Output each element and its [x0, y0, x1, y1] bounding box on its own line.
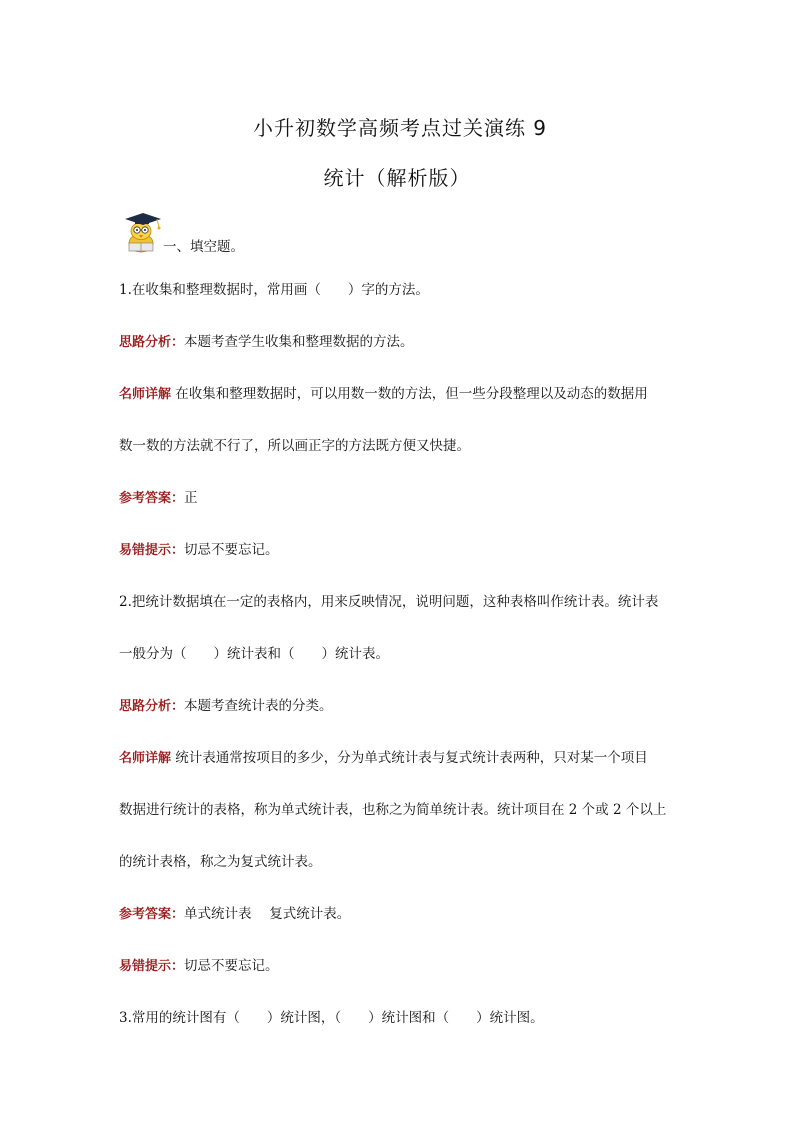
analysis-text: 本题考查统计表的分类。	[184, 698, 333, 714]
q2-explain-line-1	[119, 748, 689, 769]
tip-label: 易错提示：	[119, 959, 185, 974]
explain-label: 名师详解	[119, 751, 172, 766]
tip-label: 易错提示：	[119, 543, 185, 558]
q2-answer	[119, 904, 689, 925]
answer-label: 参考答案：	[119, 491, 185, 506]
q1-explain-line-1	[119, 384, 689, 405]
question-2-line-2: 一般分为（ ）统计表和（ ）统计表。	[119, 646, 389, 662]
analysis-text: 本题考查学生收集和整理数据的方法。	[184, 334, 414, 350]
q1-explain-line-2: 数一数的方法就不行了，所以画正字的方法既方便又快捷。	[119, 438, 470, 454]
explain-text: 统计表通常按项目的多少，分为单式统计表与复式统计表两种，只对某一个项目	[171, 750, 648, 766]
q1-tip	[119, 540, 689, 561]
explain-label: 名师详解	[119, 387, 172, 402]
question-3: 3.常用的统计图有（ ）统计图，（ ）统计图和（ ）统计图。	[119, 1010, 544, 1026]
graduate-mascot-icon	[119, 205, 165, 255]
analysis-label: 思路分析：	[119, 699, 185, 714]
question-2-line-1: 2.把统计数据填在一定的表格内，用来反映情况，说明问题，这种表格叫作统计表。统计表	[119, 594, 659, 610]
explain-text: 在收集和整理数据时，可以用数一数的方法，但一些分段整理以及动态的数据用	[171, 386, 648, 402]
section-title: 一、填空题。	[163, 239, 244, 255]
q2-explain-line-2: 数据进行统计的表格，称为单式统计表，也称之为简单统计表。统计项目在 2 个或 2 个以上	[119, 802, 667, 818]
q2-tip	[119, 956, 689, 977]
page-title: 小升初数学高频考点过关演练 9	[252, 116, 548, 140]
q1-answer	[119, 488, 689, 509]
tip-text: 切忌不要忘记。	[184, 542, 279, 558]
question-1: 1.在收集和整理数据时，常用画（ ）字的方法。	[119, 282, 429, 298]
q2-analysis	[119, 696, 689, 717]
analysis-label: 思路分析：	[119, 335, 185, 350]
section-header	[119, 205, 419, 255]
tip-text: 切忌不要忘记。	[184, 958, 279, 974]
page-subtitle: 统计（解析版）	[323, 166, 471, 190]
q2-explain-line-3: 的统计表格，称之为复式统计表。	[119, 854, 322, 870]
answer-text: 单式统计表 复式统计表。	[184, 906, 351, 922]
answer-label: 参考答案：	[119, 907, 185, 922]
answer-text: 正	[184, 490, 198, 506]
q1-analysis	[119, 332, 689, 353]
